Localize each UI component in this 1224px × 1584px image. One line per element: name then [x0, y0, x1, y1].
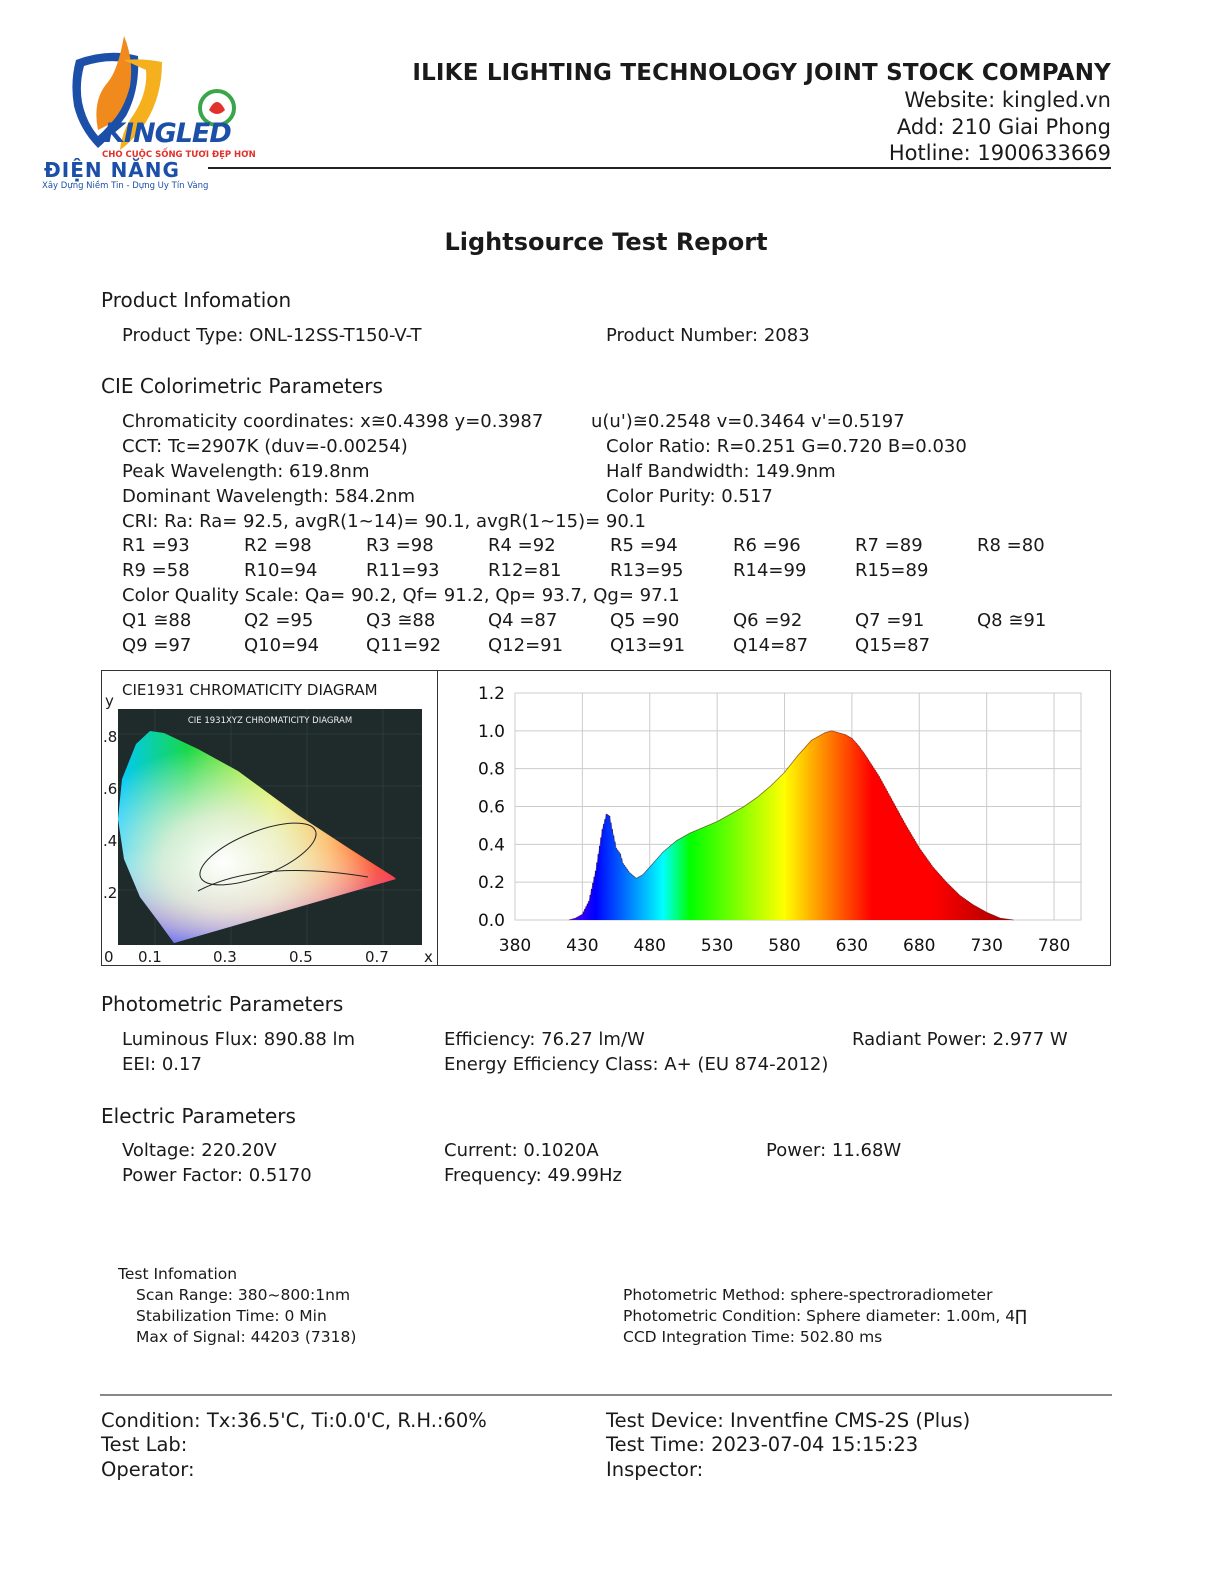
x-tick-label: 580 — [768, 936, 801, 956]
cie-x-tick: 0.5 — [289, 948, 313, 966]
product-number: Product Number: 2083 — [606, 325, 810, 346]
logo-brand: KINGLED — [104, 118, 231, 149]
cie-x-tick: 0 — [104, 948, 114, 966]
r-value: R13=95 — [610, 560, 684, 581]
test-lab: Test Lab: — [101, 1433, 188, 1456]
header-address: Add: 210 Giai Phong — [896, 115, 1111, 139]
q-value: Q14=87 — [733, 635, 809, 656]
operator: Operator: — [101, 1458, 195, 1481]
q-value: Q15=87 — [855, 635, 931, 656]
scan-range: Scan Range: 380~800:1nm — [136, 1286, 351, 1304]
y-tick-label: 1.2 — [477, 684, 505, 704]
report-title: Lightsource Test Report — [444, 228, 768, 256]
r-value: R3 =98 — [366, 535, 434, 556]
max-of-signal: Max of Signal: 44203 (7318) — [136, 1328, 357, 1346]
eei-value: EEI: 0.17 — [122, 1054, 202, 1075]
x-tick-label: 630 — [835, 936, 869, 956]
electric-section-heading: Electric Parameters — [101, 1104, 296, 1128]
q-value: Q3 ≅88 — [366, 610, 436, 631]
q-value: Q9 =97 — [122, 635, 192, 656]
r-value: R1 =93 — [122, 535, 190, 556]
cie-y-tick: .4 — [103, 832, 118, 850]
q-value: Q2 =95 — [244, 610, 314, 631]
q-value: Q4 =87 — [488, 610, 558, 631]
cie-y-tick: .8 — [103, 728, 118, 746]
test-device: Test Device: Inventfine CMS-2S (Plus) — [606, 1409, 971, 1432]
color-quality-scale: Color Quality Scale: Qa= 90.2, Qf= 91.2, Qp= 93.7, Qg= 97.1 — [122, 585, 680, 606]
cie-x-axis-label: x — [424, 948, 433, 966]
q-value: Q10=94 — [244, 635, 320, 656]
spectral-power-chart — [438, 671, 1110, 965]
cie-x-tick: 0.1 — [138, 948, 162, 966]
q-value: Q1 ≅88 — [122, 610, 192, 631]
x-tick-label: 430 — [566, 936, 599, 956]
footer-divider — [100, 1394, 1112, 1396]
header-website: Website: kingled.vn — [904, 88, 1111, 112]
dominant-wavelength: Dominant Wavelength: 584.2nm — [122, 486, 416, 507]
x-tick-label: 680 — [903, 936, 936, 956]
test-time: Test Time: 2023-07-04 15:15:23 — [606, 1433, 919, 1456]
x-tick-label: 780 — [1037, 936, 1071, 956]
q-value: Q8 ≅91 — [977, 610, 1047, 631]
r-value: R2 =98 — [244, 535, 312, 556]
company-logo — [38, 30, 263, 195]
logo-slogan: CHO CUỘC SỐNG TƯƠI ĐẸP HƠN — [102, 150, 256, 160]
x-tick-label: 730 — [970, 936, 1003, 956]
r-value: R4 =92 — [488, 535, 556, 556]
r-value: R7 =89 — [855, 535, 923, 556]
luminous-flux: Luminous Flux: 890.88 lm — [122, 1029, 356, 1050]
cie-y-tick: .6 — [103, 780, 118, 798]
cie-chromaticity-diagram — [118, 709, 422, 945]
cie-x-tick: 0.7 — [365, 948, 389, 966]
r-value: R9 =58 — [122, 560, 190, 581]
r-value: R14=99 — [733, 560, 807, 581]
ccd-integration-time: CCD Integration Time: 502.80 ms — [623, 1328, 883, 1346]
r-value: R10=94 — [244, 560, 318, 581]
y-tick-label: 0.0 — [477, 911, 505, 931]
cie-inner-title: CIE 1931XYZ CHROMATICITY DIAGRAM — [187, 716, 353, 726]
r-value: R12=81 — [488, 560, 562, 581]
q-value: Q11=92 — [366, 635, 442, 656]
x-tick-label: 530 — [700, 936, 734, 956]
test-info-heading: Test Infomation — [118, 1265, 238, 1283]
color-purity: Color Purity: 0.517 — [606, 486, 773, 507]
chromaticity-coordinates: Chromaticity coordinates: x≅0.4398 y=0.3987 — [122, 411, 544, 432]
product-type: Product Type: ONL-12SS-T150-V-T — [122, 325, 422, 346]
color-ratio: Color Ratio: R=0.251 G=0.720 B=0.030 — [606, 436, 967, 457]
uv-coordinates: u(u')≅0.2548 v=0.3464 v'=0.5197 — [591, 411, 905, 432]
photometric-section-heading: Photometric Parameters — [101, 992, 344, 1016]
logo-tagline: Xây Dựng Niềm Tin - Dựng Uy Tín Vàng — [42, 181, 209, 191]
r-value: R11=93 — [366, 560, 440, 581]
header-divider — [208, 167, 1111, 169]
power-factor: Power Factor: 0.5170 — [122, 1165, 312, 1186]
q-value: Q7 =91 — [855, 610, 925, 631]
header-company-name: ILIKE LIGHTING TECHNOLOGY JOINT STOCK COMPANY — [412, 60, 1111, 86]
cie-y-tick: .2 — [103, 884, 118, 902]
cie-diagram-title: CIE1931 CHROMATICITY DIAGRAM — [122, 681, 378, 699]
stabilization-time: Stabilization Time: 0 Min — [136, 1307, 327, 1325]
q-value: Q6 =92 — [733, 610, 803, 631]
q-value: Q12=91 — [488, 635, 564, 656]
r-value: R15=89 — [855, 560, 929, 581]
y-tick-label: 0.8 — [477, 759, 505, 780]
voltage: Voltage: 220.20V — [122, 1140, 277, 1161]
test-condition: Condition: Tx:36.5'C, Ti:0.0'C, R.H.:60% — [101, 1409, 487, 1432]
peak-wavelength: Peak Wavelength: 619.8nm — [122, 461, 370, 482]
q-value: Q13=91 — [610, 635, 686, 656]
photometric-condition: Photometric Condition: Sphere diameter: 1.00m, 4∏ — [623, 1307, 1027, 1325]
y-tick-label: 1.0 — [477, 721, 505, 742]
efficiency: Efficiency: 76.27 lm/W — [444, 1029, 645, 1050]
r-value: R8 =80 — [977, 535, 1045, 556]
x-tick-label: 480 — [633, 936, 666, 956]
cie-y-axis-label: y — [105, 692, 114, 710]
inspector: Inspector: — [606, 1458, 704, 1481]
r-value: R6 =96 — [733, 535, 801, 556]
x-tick-label: 380 — [498, 936, 532, 956]
energy-efficiency-class: Energy Efficiency Class: A+ (EU 874-2012) — [444, 1054, 829, 1075]
cie-section-heading: CIE Colorimetric Parameters — [101, 374, 383, 398]
half-bandwidth: Half Bandwidth: 149.9nm — [606, 461, 836, 482]
radiant-power: Radiant Power: 2.977 W — [852, 1029, 1068, 1050]
photometric-method: Photometric Method: sphere-spectroradiometer — [623, 1286, 993, 1304]
y-tick-label: 0.2 — [477, 873, 505, 894]
logo-company-name: ĐIỆN NĂNG — [44, 158, 180, 182]
q-value: Q5 =90 — [610, 610, 680, 631]
frequency: Frequency: 49.99Hz — [444, 1165, 622, 1186]
product-section-heading: Product Infomation — [101, 288, 292, 312]
current: Current: 0.1020A — [444, 1140, 599, 1161]
cct-value: CCT: Tc=2907K (duv=-0.00254) — [122, 436, 408, 457]
cri-summary: CRI: Ra: Ra= 92.5, avgR(1~14)= 90.1, avgR(1~15)= 90.1 — [122, 511, 646, 532]
y-tick-label: 0.6 — [477, 797, 505, 818]
cie-x-tick: 0.3 — [213, 948, 237, 966]
r-value: R5 =94 — [610, 535, 678, 556]
header-hotline: Hotline: 1900633669 — [888, 141, 1111, 165]
y-tick-label: 0.4 — [477, 835, 505, 856]
power: Power: 11.68W — [766, 1140, 902, 1161]
